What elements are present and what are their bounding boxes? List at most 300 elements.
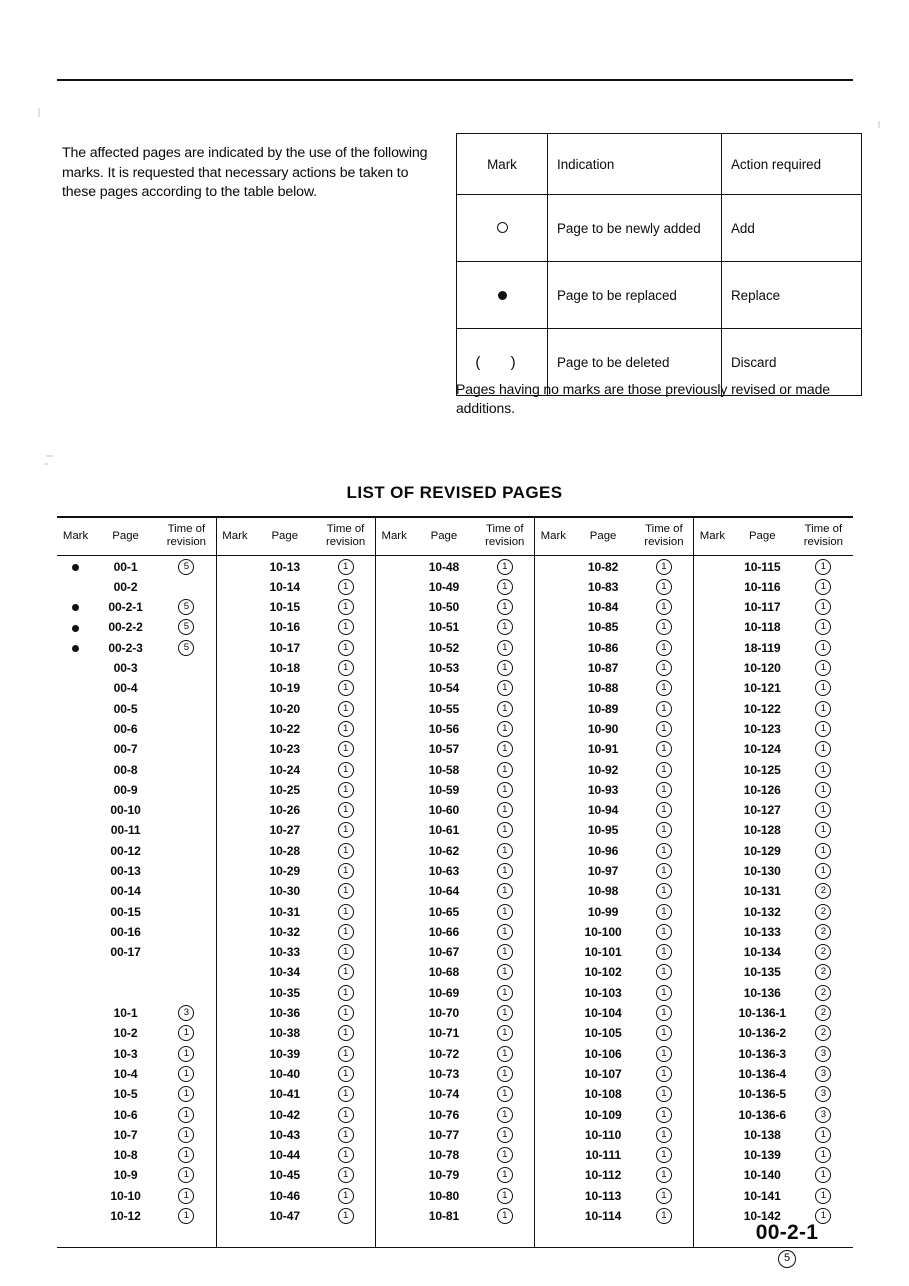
cell-mark — [57, 1044, 94, 1064]
cell-mark — [375, 901, 412, 921]
legend-header-row — [457, 134, 862, 195]
cell-mark — [535, 617, 572, 637]
cell-mark — [375, 1023, 412, 1043]
cell-mark — [57, 1084, 94, 1104]
revision-circle: 1 — [338, 599, 354, 615]
revision-circle: 1 — [497, 660, 513, 676]
revision-circle: 1 — [338, 1147, 354, 1163]
cell-page: 00-14 — [110, 884, 141, 899]
cell-time-of-revision — [475, 1145, 534, 1165]
cell-mark — [375, 1084, 412, 1104]
revision-circle: 1 — [815, 660, 831, 676]
table-row — [57, 1003, 853, 1023]
cell-mark — [535, 1206, 572, 1226]
cell-time-of-revision — [157, 780, 216, 800]
cell-page: 10-63 — [428, 864, 460, 878]
cell-mark — [216, 617, 253, 637]
table-row — [57, 1023, 853, 1043]
cell-mark — [216, 577, 253, 597]
table-row — [57, 1165, 853, 1185]
revision-circle: 1 — [815, 802, 831, 818]
cell-page: 00-2-3 — [108, 640, 143, 655]
revision-circle: 2 — [815, 924, 831, 940]
cell-page: 10-117 — [744, 600, 781, 615]
cell-mark — [535, 861, 572, 881]
revision-circle: 1 — [656, 559, 672, 575]
cell-mark — [694, 577, 731, 597]
revision-circle: 2 — [815, 1025, 831, 1041]
cell-page: 10-23 — [269, 742, 300, 757]
filled-circle-icon — [72, 564, 79, 571]
revision-circle: 1 — [815, 680, 831, 696]
cell-page: 10-102 — [584, 965, 622, 980]
cell-mark — [216, 1064, 253, 1084]
cell-page: 10-58 — [428, 762, 460, 777]
revision-circle: 1 — [497, 1107, 513, 1123]
cell-page — [253, 1226, 316, 1247]
cell-page: 10-31 — [269, 904, 300, 919]
intro-paragraph: The affected pages are indicated by the use of the following marks. It is requested that necessary actions be taken to these pages according to the table below. — [62, 145, 428, 200]
cell-mark — [535, 577, 572, 597]
cell-time-of-revision — [316, 577, 375, 597]
cell-mark — [694, 820, 731, 840]
revision-circle: 1 — [815, 1127, 831, 1143]
cell-page: 10-86 — [587, 640, 619, 655]
revision-circle: 1 — [656, 964, 672, 980]
cell-page: 10-136-6 — [738, 1107, 787, 1122]
cell-time-of-revision — [157, 556, 216, 577]
cell-time-of-revision — [635, 800, 694, 820]
revision-circle: 1 — [497, 1086, 513, 1102]
table-row — [57, 901, 853, 921]
table-row — [57, 1186, 853, 1206]
cell-page: 10-2 — [113, 1026, 138, 1041]
legend-indication-replace: Page to be replaced — [548, 262, 722, 329]
cell-page: 10-74 — [428, 1087, 460, 1102]
revision-circle: 1 — [338, 985, 354, 1001]
cell-mark — [375, 1165, 412, 1185]
revision-circle: 1 — [497, 762, 513, 778]
cell-mark — [375, 820, 412, 840]
revised-pages-table — [57, 516, 853, 1248]
cell-time-of-revision — [157, 719, 216, 739]
cell-mark — [535, 739, 572, 759]
cell-time-of-revision — [635, 861, 694, 881]
revision-circle: 1 — [656, 1005, 672, 1021]
revision-circle: 1 — [656, 1066, 672, 1082]
revision-circle: 1 — [178, 1025, 194, 1041]
cell-time-of-revision — [316, 1125, 375, 1145]
revision-circle: 1 — [338, 904, 354, 920]
col-header-time-of-revision-3: Time of revision — [475, 517, 534, 556]
table-row — [57, 780, 853, 800]
cell-page: 10-76 — [428, 1107, 460, 1122]
cell-time-of-revision — [635, 780, 694, 800]
cell-mark — [375, 719, 412, 739]
cell-page: 10-35 — [269, 985, 300, 1000]
cell-time-of-revision — [794, 1084, 853, 1104]
revision-circle: 1 — [656, 762, 672, 778]
cell-time-of-revision — [475, 1064, 534, 1084]
revision-circle: 1 — [497, 1147, 513, 1163]
cell-mark — [535, 1084, 572, 1104]
cell-time-of-revision — [635, 638, 694, 658]
cell-time-of-revision — [316, 597, 375, 617]
cell-time-of-revision — [635, 739, 694, 759]
cell-mark — [694, 942, 731, 962]
cell-page: 00-16 — [110, 924, 141, 939]
cell-mark — [216, 719, 253, 739]
cell-time-of-revision — [475, 780, 534, 800]
revision-circle: 1 — [815, 640, 831, 656]
cell-page: 10-9 — [113, 1168, 138, 1183]
revision-circle: 1 — [815, 1167, 831, 1183]
revision-circle: 1 — [338, 802, 354, 818]
revision-circle: 1 — [497, 599, 513, 615]
cell-time-of-revision — [316, 1084, 375, 1104]
cell-mark — [216, 962, 253, 982]
cell-time-of-revision — [794, 698, 853, 718]
revision-circle: 1 — [338, 1046, 354, 1062]
cell-mark — [57, 577, 94, 597]
table-row — [57, 759, 853, 779]
cell-mark — [694, 861, 731, 881]
cell-mark — [535, 759, 572, 779]
cell-mark — [57, 820, 94, 840]
revision-circle: 1 — [497, 904, 513, 920]
cell-time-of-revision — [157, 962, 216, 982]
cell-page: 10-82 — [587, 559, 619, 574]
revision-circle: 1 — [338, 741, 354, 757]
cell-page: 10-26 — [269, 803, 300, 818]
cell-mark — [535, 922, 572, 942]
cell-page: 10-13 — [269, 559, 300, 574]
revision-circle: 1 — [497, 1046, 513, 1062]
cell-time-of-revision — [157, 759, 216, 779]
cell-time-of-revision — [475, 658, 534, 678]
cell-time-of-revision — [475, 1084, 534, 1104]
cell-mark — [535, 1064, 572, 1084]
col-header-mark-1: Mark — [57, 517, 94, 556]
cell-time-of-revision — [635, 901, 694, 921]
cell-mark — [535, 1044, 572, 1064]
cell-mark — [375, 881, 412, 901]
table-header-row — [57, 517, 853, 556]
cell-page: 10-69 — [428, 985, 460, 1000]
cell-time-of-revision — [794, 841, 853, 861]
revision-circle: 1 — [497, 721, 513, 737]
cell-time-of-revision — [157, 1023, 216, 1043]
cell-mark — [57, 1226, 94, 1247]
cell-mark — [57, 800, 94, 820]
cell-page: 10-92 — [587, 762, 619, 777]
cell-page: 10-121 — [743, 681, 781, 696]
col-header-page-5: Page — [731, 517, 794, 556]
revision-circle: 1 — [815, 762, 831, 778]
cell-time-of-revision — [157, 698, 216, 718]
cell-page — [94, 962, 157, 982]
cell-time-of-revision — [316, 1186, 375, 1206]
cell-time-of-revision — [316, 901, 375, 921]
table-row — [57, 658, 853, 678]
cell-time-of-revision — [794, 1044, 853, 1064]
cell-page: 10-30 — [269, 884, 300, 899]
revision-circle: 1 — [656, 843, 672, 859]
cell-time-of-revision — [635, 983, 694, 1003]
cell-mark — [694, 1023, 731, 1043]
cell-page: 00-1 — [113, 559, 138, 574]
cell-mark — [535, 780, 572, 800]
cell-page: 00-13 — [110, 864, 141, 878]
cell-page: 10-79 — [428, 1168, 460, 1183]
revision-circle: 3 — [815, 1046, 831, 1062]
cell-page: 10-88 — [587, 681, 619, 696]
revision-circle: 1 — [497, 782, 513, 798]
cell-page: 10-8 — [113, 1148, 138, 1163]
cell-time-of-revision — [316, 638, 375, 658]
revision-circle: 1 — [338, 924, 354, 940]
cell-time-of-revision — [316, 1145, 375, 1165]
cell-mark — [535, 942, 572, 962]
cell-time-of-revision — [316, 617, 375, 637]
cell-time-of-revision — [157, 617, 216, 637]
revision-circle: 1 — [338, 822, 354, 838]
legend-header-mark: Mark — [457, 134, 548, 195]
revision-circle: 3 — [815, 1066, 831, 1082]
cell-page: 10-100 — [584, 924, 622, 939]
revision-circle: 1 — [338, 619, 354, 635]
cell-page: 10-93 — [587, 782, 619, 797]
revision-circle: 1 — [497, 985, 513, 1001]
cell-page: 10-59 — [428, 782, 460, 797]
cell-mark — [57, 1206, 94, 1226]
cell-time-of-revision — [635, 1186, 694, 1206]
cell-time-of-revision — [794, 1023, 853, 1043]
cell-time-of-revision — [316, 800, 375, 820]
cell-time-of-revision — [475, 820, 534, 840]
cell-mark — [57, 1125, 94, 1145]
cell-mark — [375, 556, 412, 577]
cell-mark — [57, 719, 94, 739]
footer-revision — [722, 1250, 852, 1268]
cell-page: 00-4 — [113, 681, 138, 696]
revised-pages-table-body — [57, 556, 853, 1247]
cell-mark — [57, 780, 94, 800]
revision-circle: 1 — [656, 883, 672, 899]
cell-time-of-revision — [635, 1165, 694, 1185]
revision-circle: 1 — [178, 1147, 194, 1163]
cell-mark — [375, 983, 412, 1003]
revision-circle: 1 — [656, 579, 672, 595]
cell-page: 10-66 — [428, 924, 460, 939]
cell-mark — [57, 1165, 94, 1185]
cell-page: 10-124 — [743, 742, 781, 757]
revision-circle: 1 — [656, 1086, 672, 1102]
cell-mark — [375, 962, 412, 982]
filled-circle-icon — [72, 645, 79, 652]
cell-time-of-revision — [635, 1226, 694, 1247]
cell-mark — [216, 983, 253, 1003]
cell-mark — [216, 922, 253, 942]
cell-page: 10-104 — [584, 1006, 622, 1021]
cell-page: 10-94 — [587, 803, 619, 818]
cell-time-of-revision — [794, 820, 853, 840]
cell-time-of-revision — [475, 1226, 534, 1247]
cell-page: 10-127 — [743, 803, 781, 818]
cell-mark — [694, 901, 731, 921]
cell-time-of-revision — [157, 597, 216, 617]
cell-page: 10-118 — [744, 620, 781, 635]
revision-circle: 1 — [338, 1107, 354, 1123]
revision-circle: 1 — [815, 843, 831, 859]
cell-time-of-revision — [635, 841, 694, 861]
legend-indication-add: Page to be newly added — [548, 195, 722, 262]
revision-circle: 1 — [497, 579, 513, 595]
revision-circle: 1 — [656, 701, 672, 717]
table-row — [57, 800, 853, 820]
cell-time-of-revision — [475, 861, 534, 881]
cell-time-of-revision — [475, 678, 534, 698]
cell-page: 10-126 — [743, 782, 781, 797]
revision-circle: 1 — [815, 599, 831, 615]
revision-circle: 1 — [497, 1127, 513, 1143]
cell-page: 10-42 — [269, 1107, 300, 1122]
parentheses-glyph: ( ) — [475, 353, 529, 371]
cell-page: 10-111 — [585, 1148, 621, 1163]
cell-mark — [375, 617, 412, 637]
cell-mark — [216, 658, 253, 678]
cell-mark — [694, 698, 731, 718]
cell-page: 10-32 — [269, 924, 300, 939]
cell-page: 10-70 — [428, 1006, 460, 1021]
cell-page: 10-3 — [113, 1046, 138, 1061]
revision-circle: 1 — [338, 1167, 354, 1183]
cell-mark — [57, 1145, 94, 1165]
revision-circle: 1 — [815, 701, 831, 717]
cell-mark — [535, 1145, 572, 1165]
cell-time-of-revision — [157, 942, 216, 962]
revision-circle: 1 — [815, 721, 831, 737]
cell-page: 10-55 — [428, 701, 460, 716]
revision-circle: 1 — [497, 883, 513, 899]
cell-page: 10-68 — [428, 965, 460, 980]
cell-mark — [57, 922, 94, 942]
cell-page: 10-1 — [113, 1006, 138, 1021]
cell-time-of-revision — [316, 1206, 375, 1226]
legend-note: Pages having no marks are those previously revised or made additions. — [456, 381, 830, 417]
cell-time-of-revision — [157, 739, 216, 759]
cell-page: 00-3 — [113, 661, 138, 676]
cell-page: 10-81 — [428, 1209, 460, 1224]
cell-time-of-revision — [635, 942, 694, 962]
cell-time-of-revision — [157, 881, 216, 901]
cell-page: 10-5 — [113, 1087, 138, 1102]
revision-circle: 3 — [815, 1107, 831, 1123]
cell-time-of-revision — [316, 841, 375, 861]
cell-page: 10-128 — [743, 823, 781, 838]
cell-page: 10-141 — [743, 1188, 781, 1203]
cell-time-of-revision — [316, 780, 375, 800]
revision-circle: 1 — [656, 1208, 672, 1224]
cell-time-of-revision — [794, 1125, 853, 1145]
cell-mark — [535, 1226, 572, 1247]
cell-mark — [535, 597, 572, 617]
cell-time-of-revision — [794, 861, 853, 881]
cell-mark — [375, 1125, 412, 1145]
cell-page: 10-62 — [428, 843, 460, 858]
cell-time-of-revision — [475, 1023, 534, 1043]
cell-mark — [694, 800, 731, 820]
revision-circle: 1 — [338, 1025, 354, 1041]
cell-mark — [57, 638, 94, 658]
cell-time-of-revision — [635, 719, 694, 739]
revision-circle: 1 — [178, 1086, 194, 1102]
cell-page: 10-136-2 — [738, 1026, 787, 1041]
cell-mark — [216, 1104, 253, 1124]
cell-time-of-revision — [475, 1104, 534, 1124]
cell-page: 10-61 — [428, 823, 460, 838]
cell-page: 10-120 — [743, 661, 781, 676]
legend-mark-open-circle-icon — [457, 195, 548, 262]
cell-page: 10-109 — [584, 1107, 622, 1122]
cell-page: 10-114 — [584, 1209, 622, 1224]
cell-mark — [694, 1084, 731, 1104]
cell-time-of-revision — [475, 1186, 534, 1206]
cell-time-of-revision — [316, 942, 375, 962]
table-row — [57, 962, 853, 982]
revision-circle: 1 — [497, 741, 513, 757]
revision-circle: 1 — [178, 1167, 194, 1183]
revision-circle: 1 — [338, 782, 354, 798]
cell-page: 10-52 — [428, 640, 460, 655]
cell-time-of-revision — [157, 658, 216, 678]
cell-mark — [375, 1064, 412, 1084]
cell-page: 10-83 — [587, 579, 619, 594]
cell-time-of-revision — [157, 1125, 216, 1145]
cell-page: 10-134 — [743, 945, 781, 960]
cell-page: 00-2 — [113, 579, 138, 594]
cell-time-of-revision — [475, 577, 534, 597]
cell-page: 10-54 — [428, 681, 460, 696]
cell-mark — [216, 556, 253, 577]
filled-circle-icon — [72, 604, 79, 611]
col-header-time-of-revision-2: Time of revision — [316, 517, 375, 556]
cell-page: 00-12 — [110, 843, 141, 858]
page-title: LIST OF REVISED PAGES — [346, 483, 563, 502]
revision-circle: 1 — [815, 619, 831, 635]
cell-page: 10-28 — [269, 843, 300, 858]
legend-mark-filled-circle-icon — [457, 262, 548, 329]
revision-circle: 1 — [338, 762, 354, 778]
cell-time-of-revision — [794, 759, 853, 779]
revision-circle: 1 — [338, 680, 354, 696]
cell-page: 10-48 — [428, 559, 460, 574]
cell-mark — [535, 881, 572, 901]
cell-mark — [57, 678, 94, 698]
cell-time-of-revision — [316, 983, 375, 1003]
revision-circle: 1 — [338, 1005, 354, 1021]
cell-time-of-revision — [316, 1104, 375, 1124]
cell-time-of-revision — [635, 962, 694, 982]
cell-mark — [216, 1226, 253, 1247]
page-footer — [722, 1220, 852, 1268]
table-row — [57, 577, 853, 597]
cell-mark — [694, 1165, 731, 1185]
cell-mark — [694, 1104, 731, 1124]
cell-mark — [694, 739, 731, 759]
cell-mark — [216, 861, 253, 881]
cell-page: 10-95 — [587, 823, 619, 838]
